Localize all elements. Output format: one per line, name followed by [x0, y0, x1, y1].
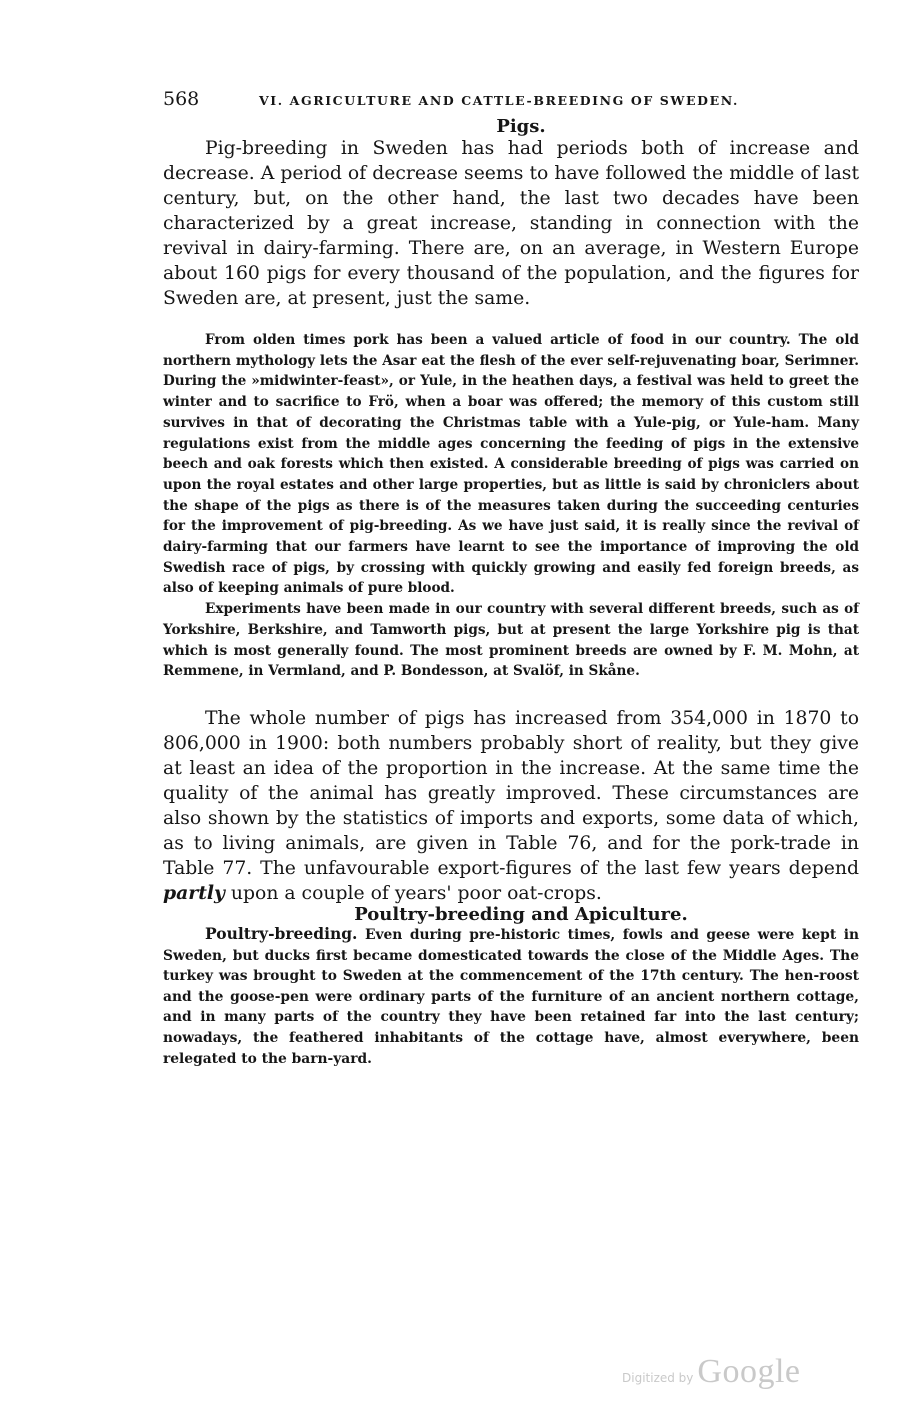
emphasis-partly: partly	[163, 881, 225, 904]
running-head	[163, 88, 859, 118]
poultry-lead-term: Poultry-breeding.	[205, 923, 358, 943]
pig-numbers-text: The whole number of pigs has increased from 354,000 in 1870 to 806,000 in 1900: both numbers probably short of reality, but they give at least an idea of the proportion in the increase. At the same time the quality of the animal has greatly improved. These circumstances are also shown by the statistics of imports and exports, some data of which, as to living animals, are given in Table 76, and for the pork-trade in Table 77. The unfavourable export-figures of the last few years depend	[163, 707, 859, 879]
running-title: VI. AGRICULTURE AND CATTLE-BREEDING OF SWEDEN.	[259, 93, 739, 108]
paragraph-poultry	[163, 924, 859, 1069]
paragraph-pigs-intro: Pig-breeding in Sweden has had periods both of increase and decrease. A period of decrease seems to have followed the middle of last century, but, on the other hand, the last two decades have been characterized by a great increase, standing in connection with the revival in dairy-farming. There are, on an average, in Western Europe about 160 pigs for every thousand of the population, and the figures for Sweden are, at present, just the same.	[163, 138, 859, 309]
poultry-text: Even during pre-historic times, fowls and geese were kept in Sweden, but ducks first became domesticated towards the close of the Middle Ages. The turkey was brought to Sweden at the commencement of the 17th century. The hen-roost and the goose-pen were ordinary parts of the furniture of an ancient northern cottage, and in many parts of the country they have been retained far into the last century; nowadays, the feathered inhabitants of the cottage have, almost everywhere, been relegated to the barn-yard.	[163, 926, 859, 1067]
paragraph-pig-numbers	[163, 706, 859, 906]
digitized-watermark	[622, 1353, 801, 1391]
paragraph-breeds: Experiments have been made in our country with several different breeds, such as of Yorkshire, Berkshire, and Tamworth pigs, but at present the large Yorkshire pig is that which is most generally found. The most prominent breeds are owned by F. M. Mohn, at Remmene, in Vermland, and P. Bondesson, at Svalöf, in Skåne.	[163, 601, 859, 680]
small-print-block	[163, 330, 859, 682]
section-heading-poultry: Poultry-breeding and Apiculture.	[354, 903, 688, 925]
page-number: 568	[163, 88, 200, 110]
google-logo: Google	[697, 1353, 801, 1390]
page-content	[163, 88, 859, 1069]
paragraph-pork-history: From olden times pork has been a valued article of food in our country. The old northern mythology lets the Asar eat the flesh of the ever self-rejuvenating boar, Serimner. During the »midwinter-feast», or Yule, in the heathen days, a festival was held to greet the winter and to sacrifice to Frö, when a boar was offered; the memory of this custom still survives in that of decorating the Christmas table with a Yule-pig, or Yule-ham. Many regulations exist from the middle ages concerning the feeding of pigs in the extensive beech and oak forests which then existed. A considerable breeding of pigs was carried on upon the royal estates and other large properties, but as little is said by chroniclers about the shape of the pigs as there is of the measures taken during the succeeding centuries for the improvement of pig-breeding. As we have just said, it is really since the revival of dairy-farming that our farmers have learnt to see the importance of improving the old Swedish race of pigs, by crossing with quickly growing and easily fed foreign breeds, as also of keeping animals of pure blood.	[163, 332, 859, 597]
section-heading-pigs: Pigs.	[496, 116, 546, 137]
watermark-prefix: Digitized by	[622, 1371, 694, 1385]
pig-numbers-text-end: upon a couple of years' poor oat-crops.	[224, 882, 602, 904]
